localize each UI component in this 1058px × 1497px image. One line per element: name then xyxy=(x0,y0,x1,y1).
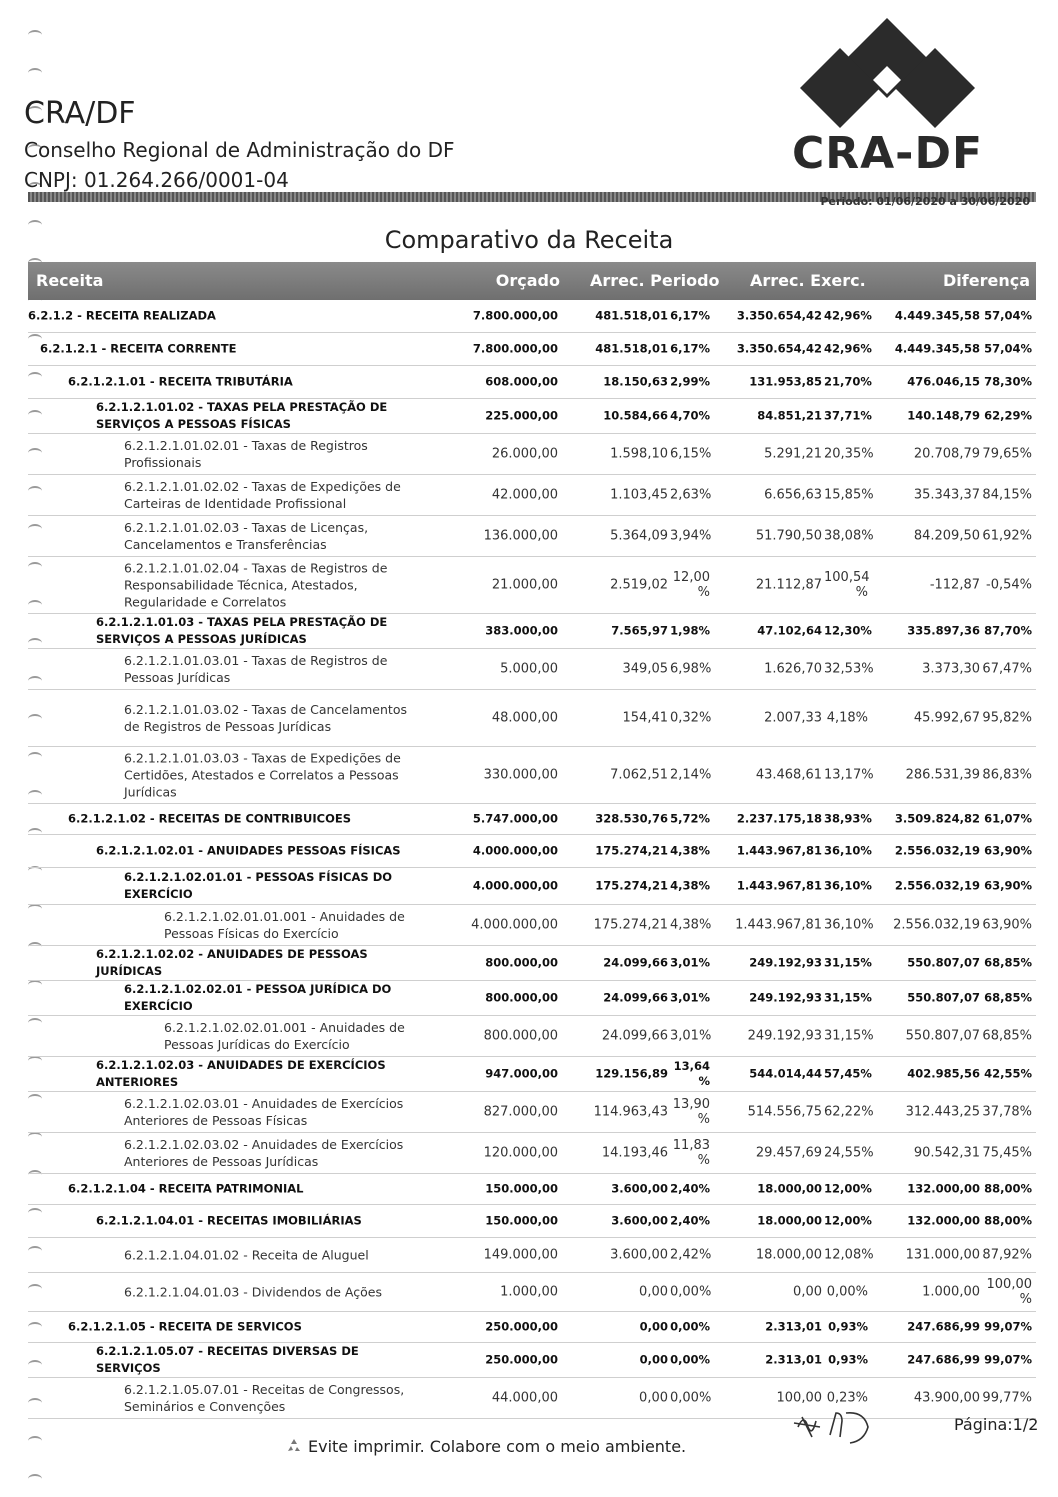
exerc-percent: 15,85% xyxy=(824,487,874,503)
diferenca-percent: 88,00% xyxy=(984,1213,1032,1228)
periodo-value: 0,00 xyxy=(639,1390,668,1406)
diferenca-value: 550.807,07 xyxy=(907,955,980,970)
diferenca-value: 3.373,30 xyxy=(922,661,980,677)
exerc-value: 544.014,44 xyxy=(749,1066,822,1081)
table-row xyxy=(28,399,1036,434)
exerc-value: 100,00 xyxy=(776,1390,822,1406)
diferenca-percent: 75,45% xyxy=(982,1145,1032,1161)
row-label: 6.2.1.2.1.02.03 - ANUIDADES DE EXERCÍCIOS ANTERIORES xyxy=(96,1058,386,1089)
diferenca-value: 84.209,50 xyxy=(913,528,980,544)
diferenca-percent: 37,78% xyxy=(982,1104,1032,1120)
diferenca-value: 20.708,79 xyxy=(913,446,980,462)
exerc-percent: 0,23% xyxy=(826,1390,868,1406)
periodo-percent: 3,94% xyxy=(670,528,712,544)
periodo-percent: 0,32% xyxy=(670,710,712,726)
periodo-value: 3.600,00 xyxy=(610,1247,668,1263)
periodo-percent: 6,17% xyxy=(670,308,710,323)
revenue-table xyxy=(28,300,1036,1419)
periodo-value: 7.062,51 xyxy=(610,767,668,783)
diferenca-percent: 99,07% xyxy=(984,1319,1032,1334)
periodo-value: 175.274,21 xyxy=(595,878,668,893)
periodo-value: 175.274,21 xyxy=(595,843,668,858)
diferenca-value: 2.556.032,19 xyxy=(894,878,980,893)
diferenca-percent: 62,29% xyxy=(984,408,1032,423)
diferenca-value: 45.992,67 xyxy=(913,710,980,726)
periodo-value: 481.518,01 xyxy=(595,341,668,356)
exerc-percent: 36,10% xyxy=(824,917,874,933)
orcado-value: 7.800.000,00 xyxy=(472,341,558,356)
table-row xyxy=(28,333,1036,366)
orcado-value: 250.000,00 xyxy=(485,1352,558,1367)
orcado-value: 4.000.000,00 xyxy=(472,878,558,893)
periodo-value: 328.530,76 xyxy=(595,811,668,826)
row-label: 6.2.1.2.1.01.02 - TAXAS PELA PRESTAÇÃO DE SERVIÇOS A PESSOAS FÍSICAS xyxy=(96,400,388,431)
periodo-value: 24.099,66 xyxy=(601,1028,668,1044)
table-row xyxy=(28,835,1036,868)
exerc-percent: 38,08% xyxy=(824,528,874,544)
exerc-percent: 31,15% xyxy=(824,955,872,970)
periodo-value: 175.274,21 xyxy=(593,917,668,933)
exerc-value: 1.443.967,81 xyxy=(736,843,822,858)
org-cnpj: CNPJ: 01.264.266/0001-04 xyxy=(24,168,289,192)
diferenca-percent: -0,54% xyxy=(986,577,1032,593)
table-row xyxy=(28,868,1036,905)
exerc-value: 514.556,75 xyxy=(747,1104,822,1120)
exerc-value: 18.000,00 xyxy=(757,1181,822,1196)
periodo-percent: 2,99% xyxy=(670,374,710,389)
row-label: 6.2.1.2.1.01.03.01 - Taxas de Registros de Pessoas Jurídicas xyxy=(124,653,388,685)
diferenca-value: 550.807,07 xyxy=(905,1028,980,1044)
periodo-value: 481.518,01 xyxy=(595,308,668,323)
table-row xyxy=(28,366,1036,399)
table-row xyxy=(28,1057,1036,1092)
exerc-value: 18.000,00 xyxy=(755,1247,822,1263)
table-row xyxy=(28,1174,1036,1205)
periodo-percent: 0,00% xyxy=(670,1352,710,1367)
diferenca-percent: 87,70% xyxy=(984,623,1032,638)
page-number: Página:1/2 xyxy=(954,1415,1039,1434)
periodo-percent: 3,01% xyxy=(670,955,710,970)
periodo-percent: 6,17% xyxy=(670,341,710,356)
diferenca-percent: 57,04% xyxy=(984,308,1032,323)
periodo-percent: 6,15% xyxy=(670,446,712,462)
orcado-value: 5.747.000,00 xyxy=(472,811,558,826)
row-label: 6.2.1.2.1.01.03.03 - Taxas de Expedições de Certidões, Atestados e Correlatos a Pessoas Jurídicas xyxy=(124,750,401,800)
row-label: 6.2.1.2.1.01.02.04 - Taxas de Registros de Responsabilidade Técnica, Atestados, Regularidade e Correlatos xyxy=(124,560,388,610)
periodo-percent: 2,40% xyxy=(670,1213,710,1228)
exerc-value: 6.656,63 xyxy=(764,487,822,503)
orcado-value: 250.000,00 xyxy=(485,1319,558,1334)
table-row xyxy=(28,1238,1036,1273)
diferenca-value: 2.556.032,19 xyxy=(893,917,980,933)
periodo-value: 0,00 xyxy=(639,1352,668,1367)
periodo-percent: 3,01% xyxy=(670,1028,712,1044)
diferenca-value: 1.000,00 xyxy=(922,1284,980,1300)
exerc-percent: 37,71% xyxy=(824,408,872,423)
diferenca-percent: 95,82% xyxy=(982,710,1032,726)
periodo-value: 1.103,45 xyxy=(610,487,668,503)
periodo-percent: 5,72% xyxy=(670,811,710,826)
periodo-value: 0,00 xyxy=(639,1319,668,1334)
exerc-value: 131.953,85 xyxy=(749,374,822,389)
periodo-value: 10.584,66 xyxy=(603,408,668,423)
exerc-value: 51.790,50 xyxy=(755,528,822,544)
row-label: 6.2.1.2.1.01.02.03 - Taxas de Licenças, Cancelamentos e Transferências xyxy=(124,520,369,552)
column-header-receita: Receita xyxy=(36,271,104,290)
periodo-percent: 4,38% xyxy=(670,878,710,893)
footer-note xyxy=(286,1437,686,1456)
exerc-value: 2.237.175,18 xyxy=(736,811,822,826)
period-label: Periodo: 01/06/2020 a 30/06/2020 xyxy=(820,195,1030,208)
row-label: 6.2.1.2.1.02.01.01.001 - Anuidades de Pessoas Físicas do Exercício xyxy=(164,909,405,941)
exerc-value: 21.112,87 xyxy=(755,577,822,593)
periodo-percent: 3,01% xyxy=(670,990,710,1005)
periodo-percent: 2,14% xyxy=(670,767,712,783)
periodo-percent: 0,00% xyxy=(670,1284,712,1300)
periodo-value: 3.600,00 xyxy=(611,1181,668,1196)
row-label: 6.2.1.2.1.05.07.01 - Receitas de Congressos, Seminários e Convenções xyxy=(124,1382,405,1414)
punch-mark xyxy=(28,30,42,40)
orcado-value: 608.000,00 xyxy=(485,374,558,389)
table-row xyxy=(28,300,1036,333)
exerc-percent: 62,22% xyxy=(824,1104,874,1120)
orcado-value: 947.000,00 xyxy=(485,1066,558,1081)
periodo-value: 349,05 xyxy=(622,661,668,677)
exerc-value: 1.626,70 xyxy=(764,661,822,677)
periodo-percent: 2,63% xyxy=(670,487,712,503)
diferenca-percent: 84,15% xyxy=(982,487,1032,503)
diferenca-value: 247.686,99 xyxy=(907,1352,980,1367)
table-header xyxy=(28,262,1036,300)
diferenca-value: 247.686,99 xyxy=(907,1319,980,1334)
orcado-value: 225.000,00 xyxy=(485,408,558,423)
orcado-value: 800.000,00 xyxy=(485,955,558,970)
exerc-percent: 36,10% xyxy=(824,878,872,893)
orcado-value: 5.000,00 xyxy=(500,661,558,677)
diferenca-value: 4.449.345,58 xyxy=(894,341,980,356)
exerc-value: 2.007,33 xyxy=(764,710,822,726)
diferenca-value: 550.807,07 xyxy=(907,990,980,1005)
row-label: 6.2.1.2.1.01.02.01 - Taxas de Registros Profissionais xyxy=(124,438,368,470)
diferenca-percent: 67,47% xyxy=(982,661,1032,677)
table-row xyxy=(28,905,1036,946)
periodo-percent: 13,64 % xyxy=(673,1059,710,1088)
periodo-percent: 4,70% xyxy=(670,408,710,423)
exerc-percent: 31,15% xyxy=(824,990,872,1005)
periodo-value: 7.565,97 xyxy=(611,623,668,638)
periodo-percent: 4,38% xyxy=(670,843,710,858)
exerc-percent: 0,00% xyxy=(826,1284,868,1300)
orcado-value: 150.000,00 xyxy=(485,1213,558,1228)
periodo-percent: 4,38% xyxy=(670,917,712,933)
exerc-percent: 42,96% xyxy=(824,341,872,356)
diferenca-value: 286.531,39 xyxy=(905,767,980,783)
table-row xyxy=(28,804,1036,835)
orcado-value: 4.000.000,00 xyxy=(471,917,558,933)
table-row xyxy=(28,1205,1036,1238)
row-label: 6.2.1.2.1.04.01 - RECEITAS IMOBILIÁRIAS xyxy=(96,1213,362,1228)
orcado-value: 44.000,00 xyxy=(491,1390,558,1406)
table-row xyxy=(28,434,1036,475)
orcado-value: 48.000,00 xyxy=(491,710,558,726)
diferenca-percent: 61,07% xyxy=(984,811,1032,826)
exerc-value: 3.350.654,42 xyxy=(736,308,822,323)
periodo-percent: 2,42% xyxy=(670,1247,712,1263)
exerc-percent: 31,15% xyxy=(824,1028,874,1044)
exerc-percent: 12,08% xyxy=(824,1247,874,1263)
diferenca-value: 2.556.032,19 xyxy=(894,843,980,858)
exerc-percent: 32,53% xyxy=(824,661,874,677)
column-header-diferenca: Diferença xyxy=(943,271,1030,290)
diferenca-value: 131.000,00 xyxy=(905,1247,980,1263)
periodo-percent: 1,98% xyxy=(670,623,710,638)
diferenca-value: 312.443,25 xyxy=(905,1104,980,1120)
exerc-value: 1.443.967,81 xyxy=(736,878,822,893)
periodo-percent: 11,83 % xyxy=(672,1138,710,1168)
row-label: 6.2.1.2 - RECEITA REALIZADA xyxy=(28,308,216,323)
diferenca-value: -112,87 xyxy=(929,577,980,593)
table-row xyxy=(28,1343,1036,1378)
orcado-value: 827.000,00 xyxy=(483,1104,558,1120)
cra-df-logo-icon xyxy=(785,18,990,138)
diferenca-percent: 68,85% xyxy=(984,990,1032,1005)
orcado-value: 1.000,00 xyxy=(500,1284,558,1300)
row-label: 6.2.1.2.1.02.01 - ANUIDADES PESSOAS FÍSICAS xyxy=(96,843,401,858)
orcado-value: 7.800.000,00 xyxy=(472,308,558,323)
exerc-value: 43.468,61 xyxy=(755,767,822,783)
exerc-percent: 12,00% xyxy=(824,1181,872,1196)
diferenca-percent: 100,00 % xyxy=(986,1277,1032,1307)
row-label: 6.2.1.2.1.02.03.01 - Anuidades de Exercícios Anteriores de Pessoas Físicas xyxy=(124,1096,404,1128)
row-label: 6.2.1.2.1 - RECEITA CORRENTE xyxy=(40,341,237,356)
orcado-value: 800.000,00 xyxy=(483,1028,558,1044)
exerc-percent: 21,70% xyxy=(824,374,872,389)
periodo-percent: 0,00% xyxy=(670,1390,712,1406)
exerc-value: 29.457,69 xyxy=(755,1145,822,1161)
exerc-value: 18.000,00 xyxy=(757,1213,822,1228)
column-header-orcado: Orçado xyxy=(495,271,560,290)
orcado-value: 120.000,00 xyxy=(483,1145,558,1161)
periodo-value: 14.193,46 xyxy=(601,1145,668,1161)
table-row xyxy=(28,690,1036,747)
diferenca-percent: 63,90% xyxy=(984,878,1032,893)
table-row xyxy=(28,557,1036,614)
exerc-value: 249.192,93 xyxy=(749,955,822,970)
exerc-percent: 24,55% xyxy=(824,1145,874,1161)
row-label: 6.2.1.2.1.02.02.01.001 - Anuidades de Pessoas Jurídicas do Exercício xyxy=(164,1020,405,1052)
table-row xyxy=(28,1016,1036,1057)
table-row xyxy=(28,1273,1036,1312)
periodo-value: 18.150,63 xyxy=(603,374,668,389)
periodo-value: 2.519,02 xyxy=(610,577,668,593)
recycle-icon xyxy=(286,1438,302,1454)
column-header-arrec-exerc: Arrec. Exerc. xyxy=(750,271,866,290)
orcado-value: 150.000,00 xyxy=(485,1181,558,1196)
row-label: 6.2.1.2.1.01.02.02 - Taxas de Expedições de Carteiras de Identidade Profissional xyxy=(124,479,401,511)
periodo-value: 0,00 xyxy=(639,1284,668,1300)
periodo-value: 1.598,10 xyxy=(610,446,668,462)
report-title: Comparativo da Receita xyxy=(384,226,674,254)
org-full-name: Conselho Regional de Administração do DF xyxy=(24,138,455,162)
diferenca-percent: 88,00% xyxy=(984,1181,1032,1196)
orcado-value: 330.000,00 xyxy=(483,767,558,783)
punch-mark xyxy=(28,68,42,78)
orcado-value: 42.000,00 xyxy=(491,487,558,503)
diferenca-value: 43.900,00 xyxy=(913,1390,980,1406)
exerc-value: 84.851,21 xyxy=(757,408,822,423)
diferenca-percent: 68,85% xyxy=(982,1028,1032,1044)
table-row xyxy=(28,475,1036,516)
table-row xyxy=(28,649,1036,690)
diferenca-value: 335.897,36 xyxy=(907,623,980,638)
exerc-value: 5.291,21 xyxy=(764,446,822,462)
orcado-value: 26.000,00 xyxy=(491,446,558,462)
table-row xyxy=(28,747,1036,804)
row-label: 6.2.1.2.1.01.03 - TAXAS PELA PRESTAÇÃO DE SERVIÇOS A PESSOAS JURÍDICAS xyxy=(96,615,388,646)
periodo-value: 3.600,00 xyxy=(611,1213,668,1228)
exerc-percent: 42,96% xyxy=(824,308,872,323)
diferenca-percent: 79,65% xyxy=(982,446,1032,462)
periodo-percent: 0,00% xyxy=(670,1319,710,1334)
table-row xyxy=(28,1312,1036,1343)
exerc-percent: 100,54 % xyxy=(824,570,870,600)
diferenca-percent: 61,92% xyxy=(982,528,1032,544)
exerc-percent: 38,93% xyxy=(824,811,872,826)
exerc-value: 2.313,01 xyxy=(765,1319,822,1334)
periodo-value: 114.963,43 xyxy=(593,1104,668,1120)
exerc-percent: 12,30% xyxy=(824,623,872,638)
footer-text: Evite imprimir. Colabore com o meio ambiente. xyxy=(308,1437,687,1456)
exerc-value: 2.313,01 xyxy=(765,1352,822,1367)
orcado-value: 21.000,00 xyxy=(491,577,558,593)
diferenca-percent: 68,85% xyxy=(984,955,1032,970)
periodo-percent: 12,00 % xyxy=(672,570,710,600)
diferenca-percent: 99,77% xyxy=(982,1390,1032,1406)
table-row xyxy=(28,516,1036,557)
periodo-percent: 2,40% xyxy=(670,1181,710,1196)
row-label: 6.2.1.2.1.05 - RECEITA DE SERVICOS xyxy=(68,1319,302,1334)
exerc-percent: 0,93% xyxy=(828,1352,868,1367)
periodo-value: 129.156,89 xyxy=(595,1066,668,1081)
diferenca-value: 402.985,56 xyxy=(907,1066,980,1081)
table-row xyxy=(28,614,1036,649)
row-label: 6.2.1.2.1.05.07 - RECEITAS DIVERSAS DE SERVIÇOS xyxy=(96,1344,359,1375)
row-label: 6.2.1.2.1.01 - RECEITA TRIBUTÁRIA xyxy=(68,374,293,389)
row-label: 6.2.1.2.1.04 - RECEITA PATRIMONIAL xyxy=(68,1181,304,1196)
diferenca-percent: 87,92% xyxy=(982,1247,1032,1263)
orcado-value: 136.000,00 xyxy=(483,528,558,544)
row-label: 6.2.1.2.1.02.02 - ANUIDADES DE PESSOAS JURÍDICAS xyxy=(96,947,368,978)
diferenca-percent: 42,55% xyxy=(984,1066,1032,1081)
exerc-value: 249.192,93 xyxy=(749,990,822,1005)
orcado-value: 149.000,00 xyxy=(483,1247,558,1263)
exerc-value: 249.192,93 xyxy=(747,1028,822,1044)
exerc-percent: 13,17% xyxy=(824,767,874,783)
diferenca-percent: 99,07% xyxy=(984,1352,1032,1367)
exerc-value: 0,00 xyxy=(793,1284,822,1300)
periodo-value: 24.099,66 xyxy=(603,990,668,1005)
periodo-value: 5.364,09 xyxy=(610,528,668,544)
exerc-percent: 12,00% xyxy=(824,1213,872,1228)
diferenca-percent: 86,83% xyxy=(982,767,1032,783)
diferenca-percent: 63,90% xyxy=(984,843,1032,858)
periodo-percent: 6,98% xyxy=(670,661,712,677)
exerc-percent: 20,35% xyxy=(824,446,874,462)
orcado-value: 383.000,00 xyxy=(485,623,558,638)
orcado-value: 800.000,00 xyxy=(485,990,558,1005)
exerc-percent: 0,93% xyxy=(828,1319,868,1334)
table-row xyxy=(28,1092,1036,1133)
exerc-percent: 57,45% xyxy=(824,1066,872,1081)
exerc-percent: 4,18% xyxy=(826,710,868,726)
column-header-arrec-periodo: Arrec. Periodo xyxy=(590,271,720,290)
exerc-percent: 36,10% xyxy=(824,843,872,858)
exerc-value: 1.443.967,81 xyxy=(735,917,822,933)
diferenca-value: 132.000,00 xyxy=(907,1181,980,1196)
periodo-value: 24.099,66 xyxy=(603,955,668,970)
table-row xyxy=(28,1133,1036,1174)
row-label: 6.2.1.2.1.01.03.02 - Taxas de Cancelamentos de Registros de Pessoas Jurídicas xyxy=(124,702,407,734)
diferenca-value: 132.000,00 xyxy=(907,1213,980,1228)
diferenca-percent: 57,04% xyxy=(984,341,1032,356)
row-label: 6.2.1.2.1.02.03.02 - Anuidades de Exercícios Anteriores de Pessoas Jurídicas xyxy=(124,1137,404,1169)
diferenca-percent: 78,30% xyxy=(984,374,1032,389)
row-label: 6.2.1.2.1.04.01.03 - Dividendos de Ações xyxy=(124,1284,382,1300)
table-row xyxy=(28,981,1036,1016)
diferenca-value: 476.046,15 xyxy=(907,374,980,389)
diferenca-percent: 63,90% xyxy=(982,917,1032,933)
row-label: 6.2.1.2.1.02 - RECEITAS DE CONTRIBUICOES xyxy=(68,811,352,826)
logo-text: CRA-DF xyxy=(791,128,984,179)
table-row xyxy=(28,946,1036,981)
org-short-name: CRA/DF xyxy=(24,96,136,131)
row-label: 6.2.1.2.1.02.02.01 - PESSOA JURÍDICA DO EXERCÍCIO xyxy=(124,982,392,1013)
row-label: 6.2.1.2.1.02.01.01 - PESSOAS FÍSICAS DO EXERCÍCIO xyxy=(124,870,393,901)
row-label: 6.2.1.2.1.04.01.02 - Receita de Aluguel xyxy=(124,1247,369,1263)
periodo-value: 154,41 xyxy=(622,710,668,726)
diferenca-value: 3.509.824,82 xyxy=(894,811,980,826)
diferenca-value: 90.542,31 xyxy=(913,1145,980,1161)
punch-mark xyxy=(28,1474,42,1484)
orcado-value: 4.000.000,00 xyxy=(472,843,558,858)
diferenca-value: 35.343,37 xyxy=(913,487,980,503)
punch-mark xyxy=(28,1436,42,1446)
periodo-percent: 13,90 % xyxy=(672,1097,710,1127)
signature-icon xyxy=(790,1405,910,1445)
diferenca-value: 140.148,79 xyxy=(907,408,980,423)
diferenca-value: 4.449.345,58 xyxy=(894,308,980,323)
exerc-value: 47.102,64 xyxy=(757,623,822,638)
exerc-value: 3.350.654,42 xyxy=(736,341,822,356)
